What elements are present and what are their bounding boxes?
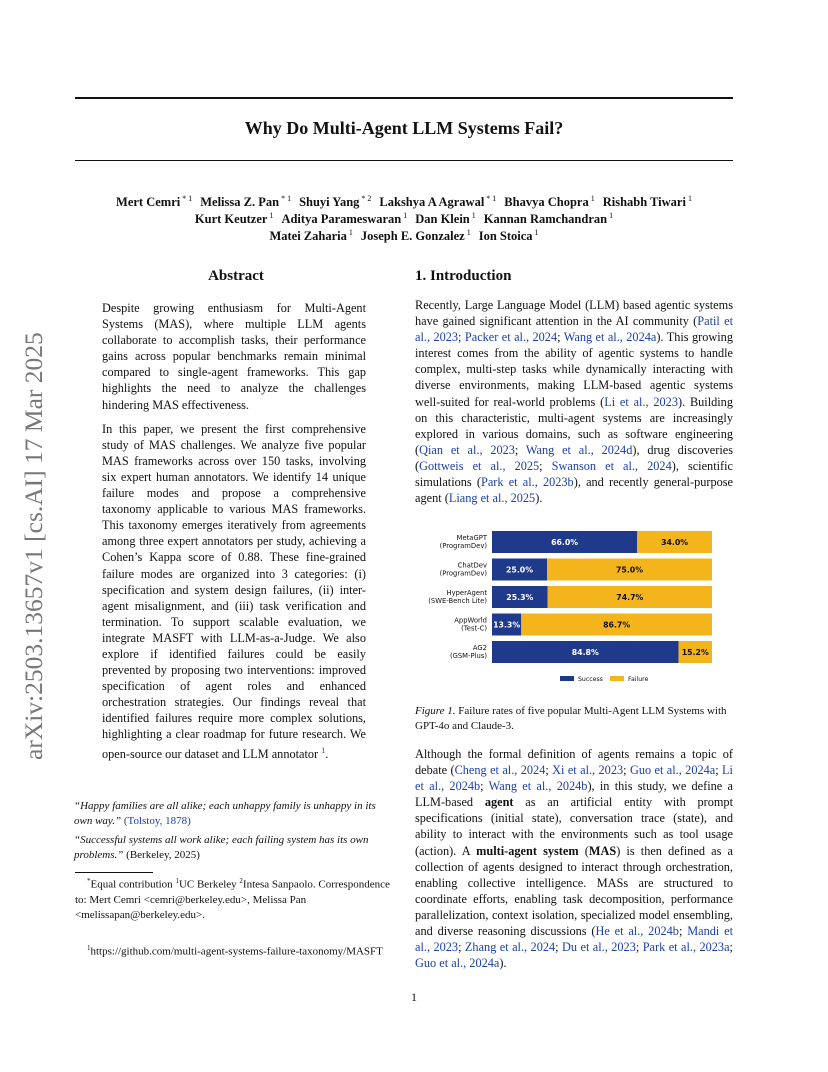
author-affiliation-mark: * 1: [180, 194, 193, 203]
intro-paragraph-2: [415, 746, 733, 971]
author-name: Matei Zaharia $^1$: [269, 228, 353, 244]
citation-link[interactable]: Qian et al., 2023: [419, 442, 515, 457]
citation-link[interactable]: Patil et al., 2023: [415, 314, 733, 345]
footnote-1: [75, 941, 397, 960]
category-label: MetaGPT: [456, 534, 487, 542]
text-run: ;: [678, 924, 688, 939]
author-affiliation-mark: 1: [588, 194, 595, 203]
citation-link[interactable]: Guo et al., 2024a: [415, 956, 500, 971]
citation-link[interactable]: Li et al., 2023: [604, 394, 678, 409]
author-affiliation-mark: * 1: [279, 194, 292, 203]
text-run: ), scientific simulations (: [415, 458, 734, 490]
text-run: ), in this study, we define a LLM-based: [415, 779, 733, 810]
citation-link[interactable]: Cheng et al., 2024: [454, 763, 546, 778]
text-run: Recently, Large Language Model (LLM) based agentic systems have gained significant attention in the AI community (: [415, 298, 733, 329]
author-name: Ion Stoica $^1$: [478, 228, 539, 244]
citation-link[interactable]: Swanson et al., 2024: [551, 458, 672, 473]
intro-paragraph-1: [415, 297, 733, 506]
bold-term: MAS: [588, 843, 617, 858]
category-label: HyperAgent: [446, 589, 487, 597]
footnote-rule: [75, 872, 153, 873]
data-label: 13.3%: [493, 620, 521, 630]
text-run: ;: [635, 940, 643, 955]
text-run: ). This growing interest comes from the ability of agentic systems to handle complex, multi-step tasks while dynamically interacting with diverse environments, making LLM-based agentic systems well-suited for real-world problems (: [415, 330, 733, 409]
data-label: 75.0%: [615, 565, 644, 575]
category-label: (Test-C): [461, 624, 487, 633]
legend-label: Failure: [628, 676, 649, 683]
intro-heading: 1. Introduction: [415, 268, 512, 284]
author-name: Aditya Parameswaran $^1$: [281, 211, 408, 227]
author-line-3: [75, 224, 733, 245]
text-run: ;: [480, 779, 489, 794]
text-run: ;: [514, 442, 526, 457]
legend-label: Success: [578, 676, 603, 683]
footnote-mark: 1: [321, 745, 326, 755]
text-run: ;: [623, 763, 630, 778]
author-affiliation-mark: 1: [685, 194, 692, 203]
text-run: ) is then defined as a collection of agents designed to interact through orchestration, enabling collective intelligence. MASs are structured to coordinate efforts, enabling task decomposition, performance parallelization, context isolation, specialized model ensembling, and diverse reasoning discussions (: [415, 843, 733, 939]
author-name: Mert Cemri $^{* 1}$: [116, 194, 193, 210]
author-name: Kannan Ramchandran $^1$: [483, 211, 614, 227]
category-label: AG2: [472, 644, 487, 652]
correspondence: Correspondence to: Mert Cemri <cemri@berkeley.edu>, Melissa Pan <melissapan@berkeley.edu>.: [75, 878, 390, 921]
text-run: ).: [535, 491, 543, 506]
figure-1-caption: [415, 704, 733, 734]
author-name: Shuyi Yang $^{* 2}$: [299, 194, 372, 210]
category-label: (ProgramDev): [439, 542, 487, 550]
citation-link[interactable]: Du et al., 2023: [562, 940, 636, 955]
citation-link[interactable]: Gottweis et al., 2025: [419, 458, 540, 473]
failure-rate-chart: [415, 522, 733, 690]
category-label: (GSM-Plus): [449, 652, 487, 660]
text-run: ;: [458, 330, 465, 345]
author-name: Melissa Z. Pan $^{* 1}$: [200, 194, 292, 210]
citation-link[interactable]: Wang et al., 2024b: [488, 779, 588, 794]
text-run: ), drug discoveries (: [415, 442, 733, 473]
paper-title: Why Do Multi-Agent LLM Systems Fail?: [244, 118, 564, 138]
text-run: ;: [557, 330, 564, 345]
data-label: 25.0%: [505, 565, 534, 575]
author-name: Kurt Keutzer $^1$: [194, 211, 274, 227]
quote-text: “Happy families are all alike; each unhappy family is unhappy in its own way.”: [74, 800, 376, 827]
citation-link[interactable]: Li et al., 2024b: [415, 763, 733, 794]
text-run: (: [578, 843, 589, 858]
citation-link[interactable]: Xi et al., 2023: [552, 763, 624, 778]
epigraph-berkeley: [74, 833, 394, 863]
abstract-paragraph-1: Despite growing enthusiasm for Multi-Agent Systems (MAS), where multiple LLM agents collaborate to accomplish tasks, their performance gains across popular benchmarks remain minimal compared to single-agent frameworks. This gap highlights the need to analyze the challenges hindering MAS effectiveness.: [102, 301, 366, 412]
citation-link[interactable]: Park et al., 2023a: [642, 940, 730, 955]
abstract-paragraph-2-end: .: [325, 746, 329, 761]
category-label: (SWE-Bench Lite): [428, 597, 487, 605]
category-label: (ProgramDev): [439, 569, 487, 578]
page-number: 1: [411, 990, 417, 1004]
figure-caption-text: Failure rates of five popular Multi-Agent LLM Systems with GPT-4o and Claude-3.: [415, 705, 727, 732]
category-label: ChatDev: [457, 561, 487, 570]
citation-link[interactable]: Wang et al., 2024d: [525, 442, 633, 457]
author-affiliation-mark: 1: [464, 228, 471, 237]
abstract-paragraph-2-text: In this paper, we present the first comprehensive study of MAS challenges. We analyze five popular MAS frameworks across over 150 tasks, involving six expert human annotators. We identify 14 unique failure modes and propose a comprehensive taxonomy applicable to various MAS frameworks. This taxonomy emerges iteratively from agreements among three expert annotators per study, achieving a Cohen’s Kappa score of 0.88. These fine-grained failure modes are organized into 3 categories: (i) specification and system design failures, (ii) inter-agent misalignment, and (iii) task verification and termination. To support scalable evaluation, we integrate MASFT with LLM-as-a-Judge. We also explore if identified failures could be easily prevented by proposing two interventions: improved specification of agent roles and enhanced orchestration strategies. Our findings reveal that identified failures require more complex solutions, highlighting a clear roadmap for future research. We open-source our dataset and LLM annotator: [102, 421, 366, 761]
arxiv-stamp: arXiv:2503.13657v1 [cs.AI] 17 Mar 2025: [19, 332, 48, 760]
title-top-rule: [75, 97, 733, 99]
text-run: ), and recently general-purpose agent (: [415, 475, 733, 506]
title-bottom-rule: [75, 160, 733, 161]
author-affiliation-mark: 1: [346, 228, 353, 237]
bold-term: multi-agent system: [476, 843, 579, 858]
quote-text: “Successful systems all work alike; each failing system has its own problems.”: [74, 834, 369, 861]
citation-link[interactable]: Guo et al., 2024a: [629, 763, 716, 778]
data-label: 34.0%: [661, 538, 689, 547]
text-run: ;: [555, 940, 563, 955]
citation-link[interactable]: Mandi et al., 2023: [415, 924, 733, 955]
data-label: 25.3%: [506, 593, 534, 602]
author-affiliation-mark: 1: [267, 211, 274, 220]
author-affiliation-mark: 1: [532, 228, 539, 237]
legend-swatch-failure: [610, 676, 624, 681]
footnote-1-mark: 1: [87, 944, 91, 952]
abstract-heading: Abstract: [208, 268, 264, 284]
author-name: Bhavya Chopra $^1$: [504, 194, 595, 210]
text-run: ;: [545, 763, 553, 778]
affiliation-2: Intesa Sanpaolo.: [242, 878, 316, 891]
data-label: 15.2%: [681, 648, 709, 657]
citation-link[interactable]: Park et al., 2023b: [480, 475, 574, 490]
author-name: Joseph E. Gonzalez $^1$: [360, 228, 471, 244]
quote-citation[interactable]: (Tolstoy, 1878): [123, 815, 191, 827]
author-affiliation-mark: 1: [401, 211, 408, 220]
text-run: as an artificial entity with prompt specifications (initial state), conversation trace (state), and ability to interact with the environments such as tool usage (action). A: [415, 795, 733, 858]
legend-swatch-success: [560, 676, 574, 681]
data-label: 66.0%: [551, 538, 579, 547]
footnote-1-url[interactable]: https://github.com/multi-agent-systems-failure-taxonomy/MASFT: [90, 945, 383, 958]
category-label: AppWorld: [454, 616, 487, 625]
footnote-affiliations: *Equal contribution $^1$UC Berkeley $^2$Intesa Sanpaolo. Correspondence to: Mert Cemri <cemri@berkeley.edu>, Melissa Pan <melissapan@berkeley.edu>.: [75, 877, 390, 921]
citation-link[interactable]: He et al., 2024b: [595, 924, 679, 939]
citation-link[interactable]: Packer et al., 2024: [464, 330, 558, 345]
author-name: Lakshya A Agrawal $^{* 1}$: [379, 194, 497, 210]
text-run: ;: [539, 458, 552, 473]
bold-term: agent: [484, 795, 514, 810]
affiliation-1: UC Berkeley: [178, 878, 237, 891]
citation-link[interactable]: Liang et al., 2025: [448, 491, 536, 506]
quote-citation: (Berkeley, 2025): [126, 849, 200, 861]
abstract-paragraph-2: [102, 421, 366, 762]
text-run: ;: [715, 763, 723, 778]
figure-label: Figure 1.: [415, 705, 456, 717]
abstract-body: [102, 300, 366, 770]
data-label: 74.7%: [616, 593, 644, 602]
text-run: ). Building on this characteristic, multi-agent systems are increasingly explored in various domains, such as software engineering (: [415, 394, 733, 457]
text-run: Although the formal definition of agents remains a topic of debate (: [415, 747, 733, 778]
author-name: Rishabh Tiwari $^1$: [602, 194, 692, 210]
citation-link[interactable]: Wang et al., 2024a: [563, 330, 657, 345]
author-affiliation-mark: * 2: [359, 194, 372, 203]
citation-link[interactable]: Zhang et al., 2024: [464, 940, 556, 955]
author-affiliation-mark: * 1: [484, 194, 497, 203]
author-affiliation-mark: 1: [469, 211, 476, 220]
text-run: ).: [499, 956, 507, 971]
data-label: 86.7%: [603, 620, 631, 630]
text-run: ;: [458, 940, 465, 955]
author-name: Dan Klein $^1$: [415, 211, 476, 227]
epigraph-tolstoy: [74, 799, 394, 829]
text-run: ;: [729, 940, 733, 955]
author-affiliation-mark: 1: [607, 211, 614, 220]
equal-contribution: Equal contribution: [90, 878, 173, 891]
data-label: 84.8%: [571, 648, 599, 657]
